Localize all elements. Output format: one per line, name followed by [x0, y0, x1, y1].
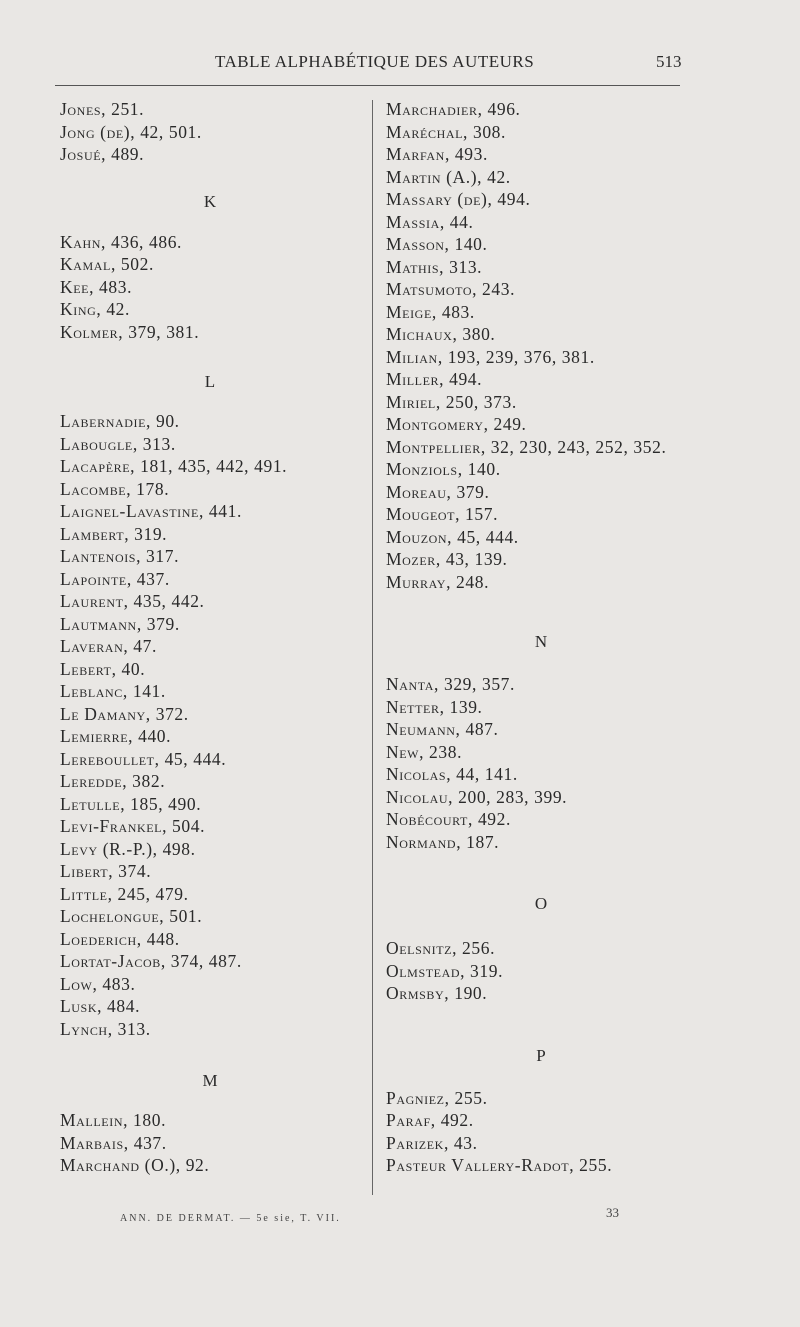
index-entry: [60, 590, 360, 613]
index-entry: [60, 253, 360, 276]
page-title: TABLE ALPHABÉTIQUE DES AUTEURS: [215, 52, 535, 71]
index-entry: [60, 276, 360, 299]
section-letter-p: P: [536, 1045, 546, 1065]
page-references: , 185, 490.: [120, 793, 202, 814]
author-name: Montgomery: [386, 414, 484, 434]
author-name: Kamal: [60, 254, 111, 274]
index-entry: [386, 256, 696, 279]
page-references: , 45, 444.: [154, 748, 227, 769]
page-references: , 329, 357.: [434, 674, 515, 694]
index-entry: [386, 696, 696, 719]
author-name: Nobécourt: [386, 809, 468, 829]
page-references: , 382.: [122, 771, 166, 791]
author-name: Levi-Frankel: [60, 816, 163, 836]
page-references: , 437.: [123, 1132, 167, 1153]
page-references: , 180.: [123, 1110, 167, 1130]
author-name: Leblanc: [60, 681, 123, 701]
author-name: Murray: [386, 571, 447, 592]
author-name: Mozer: [386, 549, 436, 569]
index-entry: [60, 478, 360, 501]
index-entry: [386, 741, 696, 764]
running-header: [0, 52, 800, 76]
page-references: , 379.: [136, 613, 180, 634]
author-name: Matsumoto: [386, 279, 473, 299]
index-entry: [386, 481, 696, 504]
author-name: Laurent: [60, 591, 124, 611]
index-entry: [386, 982, 696, 1005]
index-entry: [386, 763, 696, 786]
index-entry: [386, 786, 696, 809]
index-entry: [60, 1154, 360, 1177]
index-entry: [386, 571, 696, 594]
index-entry: [386, 808, 696, 831]
page-references: , 140.: [444, 234, 488, 254]
page-references: , 440.: [128, 726, 172, 746]
section-letter-l: L: [204, 372, 216, 391]
page-references: , 441.: [198, 501, 242, 521]
author-name: King: [60, 299, 97, 319]
page-references: , 139.: [439, 696, 483, 717]
page-references: , 243.: [472, 279, 516, 299]
index-entry: [386, 526, 696, 549]
page-references: , 42.: [96, 299, 130, 319]
page-references: , 374, 487.: [160, 951, 242, 971]
author-name: Meige: [386, 301, 432, 322]
page-references: , 493.: [444, 144, 488, 164]
author-name: Nanta: [386, 674, 435, 694]
index-entry: [386, 831, 696, 854]
page-references: , 43.: [443, 1132, 478, 1153]
page-references: , 489.: [101, 144, 145, 164]
right-column: [386, 98, 696, 1177]
index-entry: [60, 523, 360, 546]
author-name: Kee: [60, 276, 90, 297]
page-references: , 255.: [444, 1087, 488, 1108]
index-entry: [60, 860, 360, 883]
author-name: Pasteur Vallery-Radot: [386, 1155, 570, 1175]
index-entry: [60, 298, 360, 321]
author-name: Mouzon: [386, 526, 448, 547]
page-references: , 251.: [101, 99, 145, 119]
author-name: Parizek: [386, 1132, 444, 1153]
author-name: Nicolau: [386, 786, 449, 807]
section-letter-n: N: [534, 632, 548, 651]
left-column: [60, 98, 360, 1177]
page-references: , 200, 283, 399.: [448, 786, 568, 807]
author-name: Mougeot: [386, 504, 456, 524]
author-name: Kolmer: [60, 321, 119, 342]
index-entry: [60, 703, 360, 726]
page-references: , 308.: [463, 121, 507, 142]
index-entry: [386, 98, 696, 121]
entry-group-p: [386, 1087, 696, 1177]
author-name: Masson: [386, 234, 445, 254]
author-name: Levy (R.-P.): [60, 838, 153, 859]
index-entry: [60, 905, 360, 928]
index-entry: [386, 1154, 696, 1177]
index-entry: [386, 960, 696, 983]
author-name: Lebert: [60, 658, 112, 679]
page-references: , 319.: [460, 960, 504, 981]
index-entry: [60, 455, 360, 478]
index-entry: [60, 613, 360, 636]
index-entry: [386, 233, 696, 256]
header-rule: [55, 85, 680, 86]
page-references: , 313.: [107, 1018, 151, 1039]
author-name: Le Damany: [60, 703, 146, 724]
page-references: , 492.: [430, 1110, 474, 1130]
page-references: , 483.: [89, 276, 133, 297]
entry-group-n: [386, 673, 696, 853]
index-entry: [60, 433, 360, 456]
index-entry: [60, 725, 360, 748]
index-entry: [386, 121, 696, 144]
index-entry: [60, 748, 360, 771]
author-name: Martin (A.): [386, 166, 478, 187]
index-entry: [60, 815, 360, 838]
entry-group-k: [60, 231, 360, 344]
author-name: Libert: [60, 861, 109, 881]
index-entry: [60, 883, 360, 906]
page-references: , 487.: [455, 719, 499, 739]
page-references: , 140.: [457, 459, 501, 479]
author-name: Letulle: [60, 793, 121, 814]
author-name: Lusk: [60, 996, 98, 1016]
author-name: Miller: [386, 369, 440, 389]
author-name: Marfan: [386, 144, 445, 164]
index-entry: [386, 458, 696, 481]
page-references: , 436, 486.: [101, 231, 183, 252]
index-entry: [386, 346, 696, 369]
author-name: Mallein: [60, 1110, 124, 1130]
page-references: , 494.: [439, 369, 483, 389]
index-entry: [60, 121, 360, 144]
index-entry: [386, 368, 696, 391]
author-name: Little: [60, 883, 108, 904]
entry-group-o: [386, 937, 696, 1005]
index-entry: [386, 436, 696, 459]
page-references: , 178.: [126, 478, 170, 499]
author-name: Lacombe: [60, 478, 127, 499]
author-name: Jong (de): [60, 121, 131, 142]
author-name: Maréchal: [386, 121, 464, 142]
author-name: Labernadie: [60, 411, 147, 431]
author-name: Marchadier: [386, 99, 478, 119]
entry-group-m: [60, 1109, 360, 1177]
page-references: , 32, 230, 243, 252, 352.: [480, 436, 667, 457]
page-references: , 44.: [439, 211, 474, 232]
author-name: Kahn: [60, 231, 102, 252]
page-references: , 494.: [487, 189, 531, 209]
author-name: Marchand (O.): [60, 1155, 176, 1175]
author-name: Mathis: [386, 256, 440, 277]
page-references: , 483.: [92, 973, 136, 994]
footer-journal-note: ANN. DE DERMAT. — 5e sie, T. VII.: [120, 1213, 341, 1224]
page-references: , 157.: [455, 504, 499, 524]
page-references: , 498.: [152, 838, 196, 859]
author-name: Low: [60, 973, 93, 994]
index-entry: [386, 413, 696, 436]
index-entry: [60, 143, 360, 166]
page-references: , 492.: [468, 809, 511, 829]
index-entry: [60, 231, 360, 254]
author-name: Michaux: [386, 324, 453, 344]
author-name: Olmstead: [386, 960, 461, 981]
index-entry: [386, 323, 696, 346]
index-entry: [60, 770, 360, 793]
index-entry: [386, 673, 696, 696]
index-entry: [386, 166, 696, 189]
index-entry: [386, 1109, 696, 1132]
index-entry: [386, 278, 696, 301]
author-name: Ormsby: [386, 983, 445, 1003]
page-references: , 372.: [145, 703, 189, 724]
index-entry: [386, 143, 696, 166]
index-entry: [60, 410, 360, 433]
author-name: Paraf: [386, 1110, 431, 1130]
page-references: , 256.: [452, 938, 496, 958]
author-name: Josué: [60, 144, 102, 164]
page-references: , 250, 373.: [435, 391, 517, 412]
page-references: , 313.: [439, 256, 483, 277]
index-entry: [386, 211, 696, 234]
author-name: Moreau: [386, 481, 447, 502]
page-references: , 380.: [452, 324, 496, 344]
entry-group-l: [60, 410, 360, 1040]
index-entry: [386, 391, 696, 414]
page-references: , 245, 479.: [107, 883, 189, 904]
page-references: , 501.: [159, 906, 203, 926]
author-name: Lochelongue: [60, 906, 160, 926]
index-entry: [60, 98, 360, 121]
index-entry: [386, 188, 696, 211]
page-references: , 317.: [136, 546, 180, 566]
page-references: , 181, 435, 442, 491.: [130, 456, 288, 476]
page-references: , 484.: [97, 996, 141, 1016]
page-references: , 187.: [456, 831, 500, 852]
author-name: Laignel-Lavastine: [60, 501, 199, 521]
page-references: , 238.: [419, 741, 463, 762]
index-entry: [60, 680, 360, 703]
page-references: , 248.: [446, 571, 490, 592]
page-references: , 483.: [431, 301, 475, 322]
author-name: Massary (de): [386, 189, 488, 209]
page-references: , 44, 141.: [446, 764, 518, 784]
page-references: , 141.: [122, 681, 166, 701]
index-entry: [386, 301, 696, 324]
section-letter-o: O: [534, 894, 548, 913]
page-references: , 435, 442.: [123, 591, 205, 611]
author-name: Leredde: [60, 771, 123, 791]
index-entry: [60, 635, 360, 658]
author-name: Neumann: [386, 719, 456, 739]
index-entry: [60, 1109, 360, 1132]
page-references: , 92.: [175, 1155, 210, 1175]
page-references: , 190.: [444, 983, 488, 1003]
page-references: , 502.: [110, 254, 154, 274]
author-name: Massia: [386, 211, 440, 232]
index-entry: [60, 568, 360, 591]
author-name: Loederich: [60, 928, 137, 949]
author-name: Laveran: [60, 636, 124, 656]
index-entry: [60, 793, 360, 816]
author-name: Lapointe: [60, 568, 127, 589]
author-name: Pagniez: [386, 1087, 445, 1108]
page-references: , 45, 444.: [447, 526, 519, 547]
page-references: , 90.: [146, 411, 180, 431]
index-entry: [386, 1132, 696, 1155]
index-entry: [60, 321, 360, 344]
index-entry: [60, 545, 360, 568]
footer-signature: 33: [606, 1205, 619, 1220]
page-references: , 42, 501.: [130, 121, 202, 142]
author-name: Oelsnitz: [386, 938, 453, 958]
page-references: , 379, 381.: [118, 321, 200, 342]
author-name: Marbais: [60, 1132, 124, 1153]
section-letter-m: M: [202, 1071, 218, 1090]
page-references: , 193, 239, 376, 381.: [437, 346, 595, 367]
page-references: , 374.: [108, 861, 152, 881]
page-references: , 47.: [123, 636, 157, 656]
entry-group-j: [60, 98, 360, 166]
author-name: Lynch: [60, 1018, 108, 1039]
index-entry: [60, 838, 360, 861]
author-name: Lantenois: [60, 546, 137, 566]
page-references: , 437.: [126, 568, 170, 589]
author-name: Lambert: [60, 523, 125, 544]
index-entry: [60, 928, 360, 951]
index-entry: [386, 1087, 696, 1110]
page-references: , 496.: [477, 99, 521, 119]
author-name: Montpellier: [386, 436, 481, 457]
author-name: Nicolas: [386, 764, 447, 784]
index-entry: [60, 950, 360, 973]
index-entry: [60, 500, 360, 523]
author-name: Normand: [386, 831, 457, 852]
page-references: , 42.: [477, 166, 511, 187]
author-name: New: [386, 741, 420, 762]
author-name: Milian: [386, 346, 438, 367]
page-references: , 40.: [111, 658, 146, 679]
author-name: Jones: [60, 99, 102, 119]
page-references: , 43, 139.: [435, 549, 508, 569]
page-references: , 448.: [136, 928, 180, 949]
author-name: Lautmann: [60, 613, 137, 634]
page-references: , 313.: [132, 433, 176, 454]
page-references: , 249.: [483, 414, 527, 434]
author-name: Netter: [386, 696, 440, 717]
column-divider: [372, 100, 373, 1195]
index-entry: [60, 658, 360, 681]
index-entry: [386, 548, 696, 571]
page-references: , 319.: [124, 523, 168, 544]
author-name: Lereboullet: [60, 748, 155, 769]
index-entry: [386, 937, 696, 960]
page-references: , 504.: [162, 816, 206, 836]
author-name: Lacapère: [60, 456, 131, 476]
author-name: Labougle: [60, 433, 133, 454]
page-references: , 379.: [446, 481, 490, 502]
author-name: Monziols: [386, 459, 458, 479]
section-letter-k: K: [203, 191, 217, 211]
author-name: Lortat-Jacob: [60, 951, 161, 971]
page-number: 513: [656, 52, 682, 71]
index-entry: [60, 995, 360, 1018]
author-name: Lemierre: [60, 726, 129, 746]
index-entry: [386, 503, 696, 526]
index-entry: [60, 1132, 360, 1155]
index-entry: [60, 973, 360, 996]
author-name: Miriel: [386, 391, 436, 412]
page-references: , 255.: [569, 1155, 613, 1175]
entry-group-m-continued: [386, 98, 696, 593]
index-entry: [60, 1018, 360, 1041]
index-entry: [386, 718, 696, 741]
